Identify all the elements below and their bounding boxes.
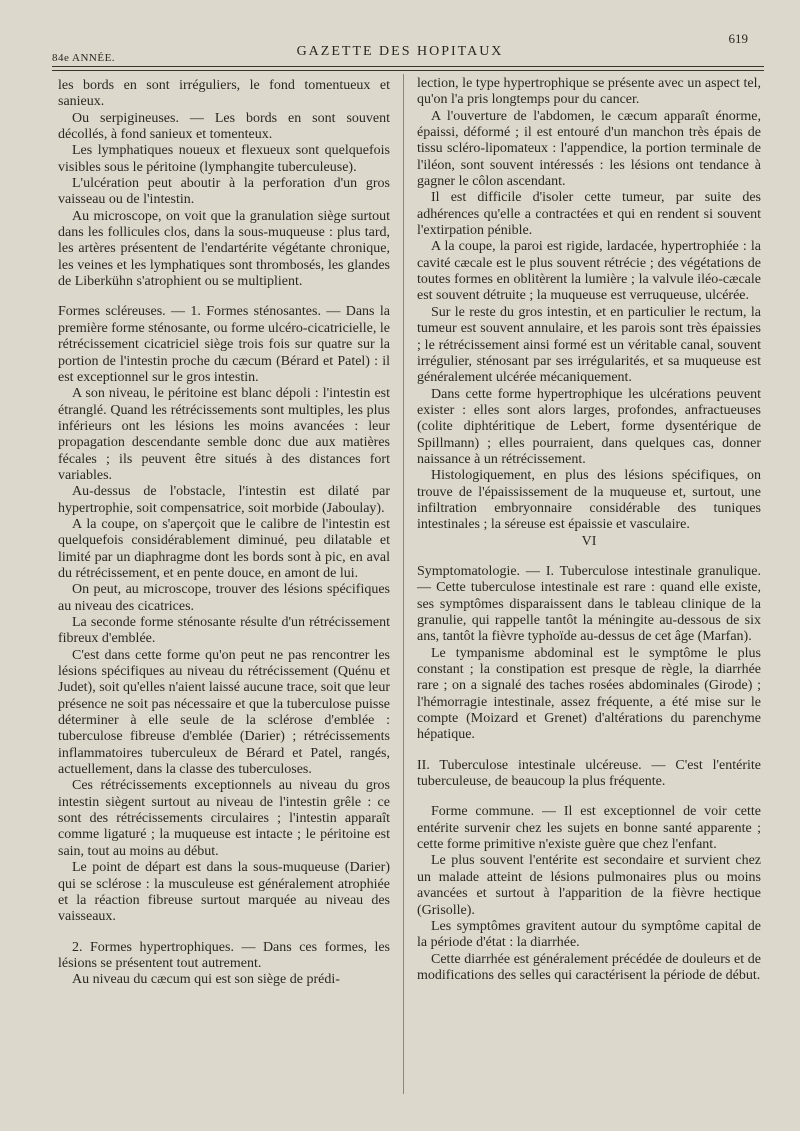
page-number: 619 (728, 31, 748, 46)
paragraph: A la coupe, on s'aperçoit que le calibre de l'intestin est quelquefois considérablement diminué, peu dilatable et limité par un diaphragme dont les bords sont à pic, en aval du rétrécissement, et en pente douce, en amont de lui. (58, 516, 390, 581)
paragraph: Dans cette forme hypertrophique les ulcérations peuvent exister : elles sont alors larges, profondes, anfractueuses (colite diphtéritique de Lebert, forme dysentérique de Spillmann) ; elles pourraient, dans quelques cas, donner naissance à un rétrécissement. (417, 386, 761, 467)
paragraph: On peut, au microscope, trouver des lésions spécifiques au niveau des cicatrices. (58, 582, 390, 614)
paragraph: La seconde forme sténosante résulte d'un rétrécissement fibreux d'emblée. (58, 615, 390, 647)
paragraph: A son niveau, le péritoine est blanc dépoli : l'intestin est étranglé. Quand les rétrécissements sont multiples, les plus inférieurs ont les lésions les moins avancées : leur propagation descendante semble donc due aux matières fécales ; ils peuvent être situés à des distances fort variables. (58, 386, 390, 483)
paragraph: Au niveau du cæcum qui est son siège de prédi- (72, 972, 340, 988)
right-column (417, 76, 761, 984)
paragraph: Le plus souvent l'entérite est secondaire et survient chez un malade atteint de lésions pulmonaires plus ou moins avancées et surtout à l'apparition de la fièvre hectique (Grisolle). (417, 853, 761, 918)
section-paragraph-formes-sclereuses: Formes scléreuses. — 1. Formes sténosantes. — Dans la première forme sténosante, ou forme ulcéro-cicatricielle, le rétrécissement cicatriciel siège trois fois sur quatre sur la portion de l'intestin proche du cæcum (Bérard et Patel) : il est exceptionnel sur le gros intestin. (58, 304, 390, 385)
masthead-title: GAZETTE DES HOPITAUX (296, 44, 504, 59)
paragraph: A la coupe, la paroi est rigide, lardacée, hypertrophiée : la cavité cæcale est le plus souvent rétrécie ; des végétations de toutes formes en oblitèrent la lumière ; la valvule iléo-cæcale est souvent détruite ; la muqueuse est verruqueuse, ulcérée. (417, 239, 761, 304)
paragraph: Le point de départ est dans la sous-muqueuse (Darier) qui se sclérose : la musculeuse est généralement atrophiée et la réaction fibreuse surtout marquée au niveau des vaisseaux. (58, 860, 390, 925)
chapter-numeral: VI (581, 533, 597, 549)
paragraph: Il est difficile d'isoler cette tumeur, par suite des adhérences qu'elle a contractées et qui en rendent si souvent l'extirpation pénible. (417, 190, 761, 239)
paragraph: L'ulcération peut aboutir à la perforation d'un gros vaisseau ou de l'intestin. (58, 176, 390, 208)
header-rule (52, 66, 764, 67)
edition-year: 84e ANNÉE. (52, 52, 116, 64)
section-gap (58, 926, 390, 940)
paragraph: Sur le reste du gros intestin, et en particulier le rectum, la tumeur est souvent annulaire, et les parois sont très épaissies ; le rétrécissement ainsi formé est un véritable canal, souvent irrégulier, sténosant par ses irrégularités, et sa muqueuse est généralement ulcérée mécaniquement. (417, 304, 761, 386)
section-paragraph-ulcereuse: II. Tuberculose intestinale ulcéreuse. — C'est l'entérite tuberculeuse, de beaucoup la plus fréquente. (417, 757, 761, 790)
paragraph: Cette diarrhée est généralement précédée de douleurs et de modifications des selles qui caractérisent la période de début. (417, 951, 761, 983)
section-paragraph-symptomatologie: Symptomatologie. — I. Tuberculose intestinale granulique. — Cette tuberculose intestinale est rare : quand elle existe, ses symptômes disparaissent dans le tableau clinique de la granulie, qui rappelle tantôt la méningite au-dessous de six ans, tantôt la fièvre typhoïde au-dessus de cet âge (Marfan). (417, 563, 761, 645)
paragraph: Ces rétrécissements exceptionnels au niveau du gros intestin siègent surtout au niveau de l'intestin grêle : ce sont des rétrécissements circulaires ; l'intestin apparaît comme ligaturé ; la muqueuse est intacte ; le péritoine est sain, tout au moins au début. (58, 778, 390, 859)
paragraph: Les lymphatiques noueux et flexueux sont quelquefois visibles sous le péritoine (lymphangite tuberculeuse). (58, 143, 390, 175)
left-column (58, 78, 390, 989)
column-divider (403, 74, 404, 1094)
paragraph: Au microscope, on voit que la granulation siège surtout dans les follicules clos, dans la sous-muqueuse : plus tard, les artères présentent de l'endartérite végétante chronique, les veines et les lymphatiques sont thrombosés, les glandes de Liberkühn s'atrophient ou se multiplient. (58, 208, 390, 290)
section-gap (417, 550, 761, 564)
paragraph: Le tympanisme abdominal est le symptôme le plus constant ; la constipation est presque de règle, la diarrhée rare ; on a signalé des taches rosées abdominales (Girode) ; l'hémorragie intestinale, assez fréquente, a été mise sur le compte (Moizard et Grenet) d'altérations du parenchyme hépatique. (417, 645, 761, 743)
paragraph: Au-dessus de l'obstacle, l'intestin est dilaté par hypertrophie, soit compensatrice, soit morbide (Jaboulay). (58, 484, 390, 516)
section-paragraph-formes-hypertrophiques: 2. Formes hypertrophiques. — Dans ces formes, les lésions se présentent tout autrement. (58, 939, 390, 971)
paragraph: lection, le type hypertrophique se présente avec un aspect tel, qu'on l'a pris longtemps pour du cancer. (417, 76, 761, 108)
section-gap (417, 790, 761, 804)
paragraph: Les symptômes gravitent autour du symptôme capital de la période d'état : la diarrhée. (417, 918, 761, 951)
header-rule-double (52, 70, 764, 71)
paragraph: C'est dans cette forme qu'on peut ne pas rencontrer les lésions spécifiques au niveau du rétrécissement (Quénu et Judet), soit qu'elles n'aient laissé aucune trace, soit que leur présence ne soit pas nécessaire et que la tuberculose puisse déterminer à elle seule de la sclérose d'emblée : tuberculose fibreuse d'emblée (Darier) ; rétrécissements inflammatoires tuberculeux de Bérard et Patel, rangés, actuellement, dans la classe des tuberculoses. (58, 647, 390, 778)
section-gap (58, 290, 390, 304)
paragraph: Histologiquement, en plus des lésions spécifiques, on trouve de l'épaississement de la muqueuse et, surtout, une infiltration embryonnaire considérable des tuniques intestinales ; la séreuse est épaissie et vasculaire. (417, 468, 761, 533)
paragraph: les bords en sont irréguliers, le fond tomentueux et sanieux. (58, 78, 390, 110)
paragraph: A l'ouverture de l'abdomen, le cæcum apparaît énorme, épaissi, déformé ; il est entouré d'un manchon très épais de tissu scléro-lipomateux : l'appendice, la portion terminale de l'iléon, sont souvent intéressés : les lésions ont tendance à gagner le côlon ascendant. (417, 108, 761, 190)
section-paragraph-forme-commune: Forme commune. — Il est exceptionnel de voir cette entérite survenir chez les sujets en bonne santé apparente ; cette forme primitive n'existe guère que chez l'enfant. (417, 804, 761, 853)
section-gap (417, 744, 761, 758)
paragraph: Ou serpigineuses. — Les bords en sont souvent décollés, à fond sanieux et tomenteux. (58, 110, 390, 143)
